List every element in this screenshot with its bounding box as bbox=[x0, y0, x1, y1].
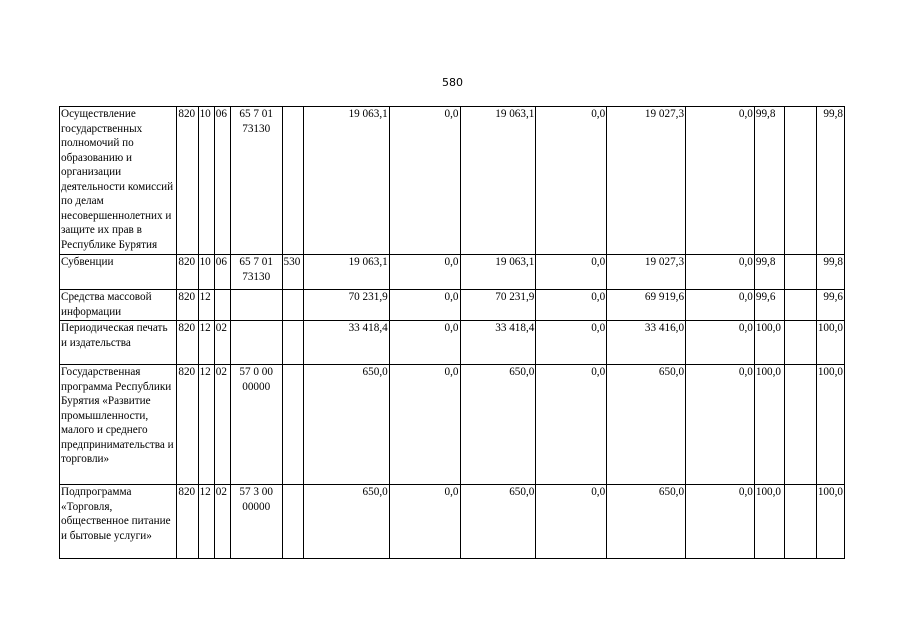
vr-code-cell bbox=[282, 107, 303, 255]
value-cell-5: 69 919,6 bbox=[607, 290, 686, 321]
csr-code-cell: 57 0 00 00000 bbox=[230, 365, 282, 485]
csr-code-cell bbox=[230, 290, 282, 321]
percent-cell-1: 99,8 bbox=[754, 255, 784, 290]
value-cell-2: 0,0 bbox=[389, 485, 460, 559]
table-row bbox=[60, 290, 845, 321]
value-cell-4: 0,0 bbox=[536, 485, 607, 559]
value-cell-1: 19 063,1 bbox=[303, 107, 389, 255]
rz-code-cell: 12 bbox=[198, 290, 214, 321]
row-name-cell: Субвенции bbox=[60, 255, 177, 290]
empty-cell bbox=[785, 365, 816, 485]
value-cell-1: 650,0 bbox=[303, 365, 389, 485]
row-name-cell: Осуществление государственных полномочий по образованию и организации деятельности комиссий по делам несовершеннолетних и защите их прав в Республике Бурятия bbox=[60, 107, 177, 255]
percent-cell-2: 99,8 bbox=[816, 255, 844, 290]
vr-code-cell: 530 bbox=[282, 255, 303, 290]
value-cell-3: 33 418,4 bbox=[460, 321, 536, 365]
percent-cell-2: 99,8 bbox=[816, 107, 844, 255]
row-name-cell: Средства массовой информации bbox=[60, 290, 177, 321]
value-cell-6: 0,0 bbox=[686, 290, 755, 321]
budget-table bbox=[59, 106, 845, 559]
rz-code-cell: 12 bbox=[198, 365, 214, 485]
rz-code-cell: 10 bbox=[198, 255, 214, 290]
value-cell-4: 0,0 bbox=[536, 365, 607, 485]
percent-cell-2: 100,0 bbox=[816, 485, 844, 559]
pr-code-cell: 02 bbox=[214, 365, 230, 485]
vr-code-cell bbox=[282, 365, 303, 485]
empty-cell bbox=[785, 255, 816, 290]
value-cell-4: 0,0 bbox=[536, 107, 607, 255]
table-row bbox=[60, 365, 845, 485]
value-cell-3: 19 063,1 bbox=[460, 255, 536, 290]
pr-code-cell: 06 bbox=[214, 107, 230, 255]
value-cell-5: 19 027,3 bbox=[607, 255, 686, 290]
table-row bbox=[60, 321, 845, 365]
value-cell-6: 0,0 bbox=[686, 365, 755, 485]
vr-code-cell bbox=[282, 290, 303, 321]
page-number: 580 bbox=[442, 76, 463, 89]
value-cell-4: 0,0 bbox=[536, 255, 607, 290]
value-cell-2: 0,0 bbox=[389, 107, 460, 255]
gr-code-cell: 820 bbox=[177, 321, 198, 365]
row-name-cell: Государственная программа Республики Бурятия «Развитие промышленности, малого и среднего предпринимательства и торговли» bbox=[60, 365, 177, 485]
percent-cell-1: 100,0 bbox=[754, 321, 784, 365]
vr-code-cell bbox=[282, 321, 303, 365]
value-cell-4: 0,0 bbox=[536, 290, 607, 321]
pr-code-cell: 02 bbox=[214, 485, 230, 559]
gr-code-cell: 820 bbox=[177, 365, 198, 485]
table-row bbox=[60, 485, 845, 559]
pr-code-cell bbox=[214, 290, 230, 321]
gr-code-cell: 820 bbox=[177, 107, 198, 255]
value-cell-1: 19 063,1 bbox=[303, 255, 389, 290]
empty-cell bbox=[785, 485, 816, 559]
value-cell-2: 0,0 bbox=[389, 321, 460, 365]
percent-cell-1: 100,0 bbox=[754, 485, 784, 559]
value-cell-6: 0,0 bbox=[686, 107, 755, 255]
value-cell-2: 0,0 bbox=[389, 255, 460, 290]
value-cell-3: 19 063,1 bbox=[460, 107, 536, 255]
rz-code-cell: 10 bbox=[198, 107, 214, 255]
value-cell-2: 0,0 bbox=[389, 365, 460, 485]
value-cell-5: 19 027,3 bbox=[607, 107, 686, 255]
value-cell-4: 0,0 bbox=[536, 321, 607, 365]
gr-code-cell: 820 bbox=[177, 290, 198, 321]
value-cell-5: 650,0 bbox=[607, 365, 686, 485]
csr-code-cell: 65 7 01 73130 bbox=[230, 107, 282, 255]
csr-code-cell: 57 3 00 00000 bbox=[230, 485, 282, 559]
value-cell-3: 650,0 bbox=[460, 365, 536, 485]
percent-cell-2: 99,6 bbox=[816, 290, 844, 321]
empty-cell bbox=[785, 321, 816, 365]
table-body bbox=[60, 107, 845, 559]
row-name-cell: Периодическая печать и издательства bbox=[60, 321, 177, 365]
value-cell-6: 0,0 bbox=[686, 485, 755, 559]
table-row bbox=[60, 107, 845, 255]
value-cell-3: 650,0 bbox=[460, 485, 536, 559]
percent-cell-2: 100,0 bbox=[816, 321, 844, 365]
rz-code-cell: 12 bbox=[198, 485, 214, 559]
value-cell-3: 70 231,9 bbox=[460, 290, 536, 321]
value-cell-1: 650,0 bbox=[303, 485, 389, 559]
value-cell-2: 0,0 bbox=[389, 290, 460, 321]
empty-cell bbox=[785, 290, 816, 321]
percent-cell-1: 99,8 bbox=[754, 107, 784, 255]
percent-cell-1: 99,6 bbox=[754, 290, 784, 321]
value-cell-5: 650,0 bbox=[607, 485, 686, 559]
value-cell-6: 0,0 bbox=[686, 255, 755, 290]
pr-code-cell: 06 bbox=[214, 255, 230, 290]
empty-cell bbox=[785, 107, 816, 255]
value-cell-1: 70 231,9 bbox=[303, 290, 389, 321]
gr-code-cell: 820 bbox=[177, 255, 198, 290]
rz-code-cell: 12 bbox=[198, 321, 214, 365]
row-name-cell: Подпрограмма «Торговля, общественное питание и бытовые услуги» bbox=[60, 485, 177, 559]
percent-cell-1: 100,0 bbox=[754, 365, 784, 485]
gr-code-cell: 820 bbox=[177, 485, 198, 559]
csr-code-cell: 65 7 01 73130 bbox=[230, 255, 282, 290]
csr-code-cell bbox=[230, 321, 282, 365]
value-cell-6: 0,0 bbox=[686, 321, 755, 365]
pr-code-cell: 02 bbox=[214, 321, 230, 365]
vr-code-cell bbox=[282, 485, 303, 559]
value-cell-1: 33 418,4 bbox=[303, 321, 389, 365]
percent-cell-2: 100,0 bbox=[816, 365, 844, 485]
value-cell-5: 33 416,0 bbox=[607, 321, 686, 365]
table-row bbox=[60, 255, 845, 290]
